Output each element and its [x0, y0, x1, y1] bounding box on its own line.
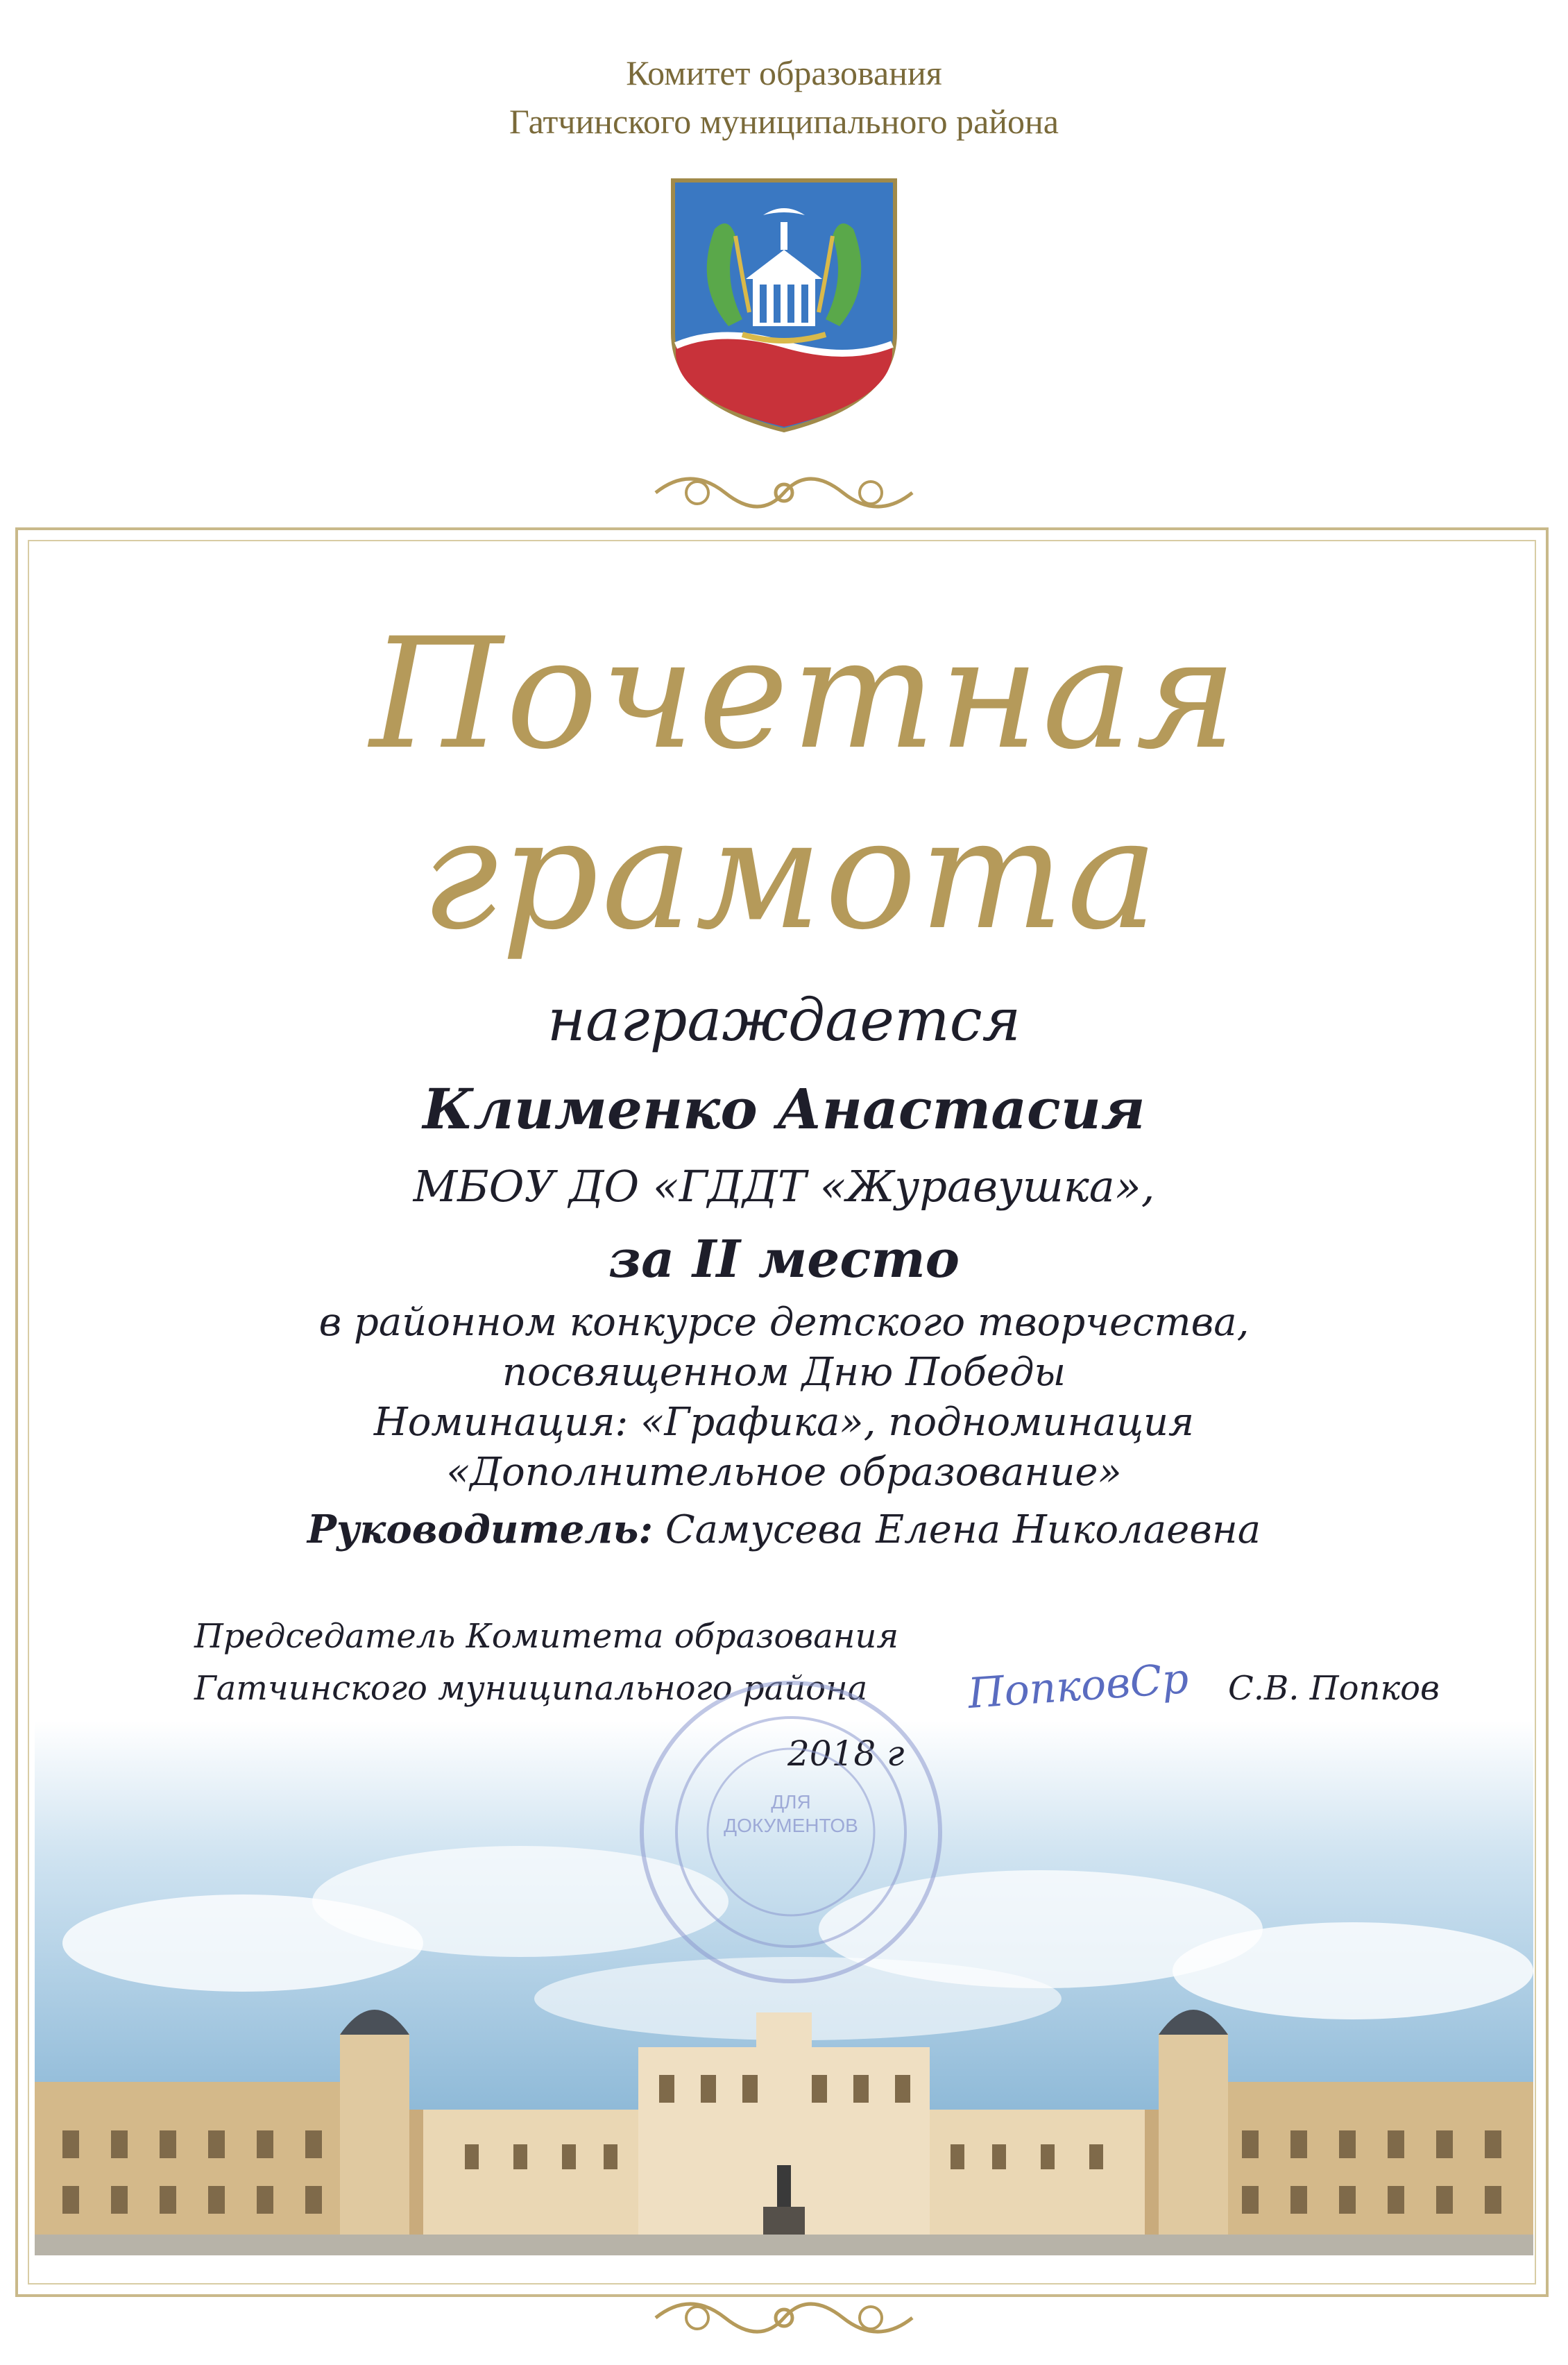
handwritten-signature: ПопковСр	[966, 1654, 1191, 1719]
nomination-line-2: «Дополнительное образование»	[446, 1450, 1122, 1495]
signer-name: С.В. Попков	[1228, 1669, 1440, 1708]
nomination-line-1: Номинация: «Графика», подноминация	[373, 1400, 1195, 1445]
title-line-2: грамота	[421, 786, 1161, 963]
supervisor-name: Самусева Елена Николаевна	[665, 1507, 1261, 1552]
recipient-name: Клименко Анастасия	[423, 1076, 1145, 1142]
top-flourish-ornament	[649, 461, 919, 524]
coat-of-arms-emblem	[666, 173, 902, 437]
stamp-center-text	[722, 1790, 860, 1838]
award-place: за II место	[608, 1230, 960, 1289]
supervisor-line	[0, 1504, 1568, 1555]
signer-position-line-1: Председатель Комитета образования	[194, 1617, 899, 1656]
awarded-label: награждается	[547, 986, 1021, 1054]
issuer-line-2: Гатчинского муниципального района	[509, 102, 1059, 141]
supervisor-label: Руководитель:	[307, 1507, 653, 1552]
issuer-line-1: Комитет образования	[626, 53, 942, 92]
signer-position-line-2: Гатчинского муниципального района	[194, 1669, 868, 1708]
stamp-text-line-2: ДОКУМЕНТОВ	[724, 1815, 858, 1836]
stamp-text-line-1: ДЛЯ	[771, 1791, 811, 1813]
title-line-1: Почетная	[370, 605, 1240, 783]
contest-line-1: в районном конкурсе детского творчества,	[318, 1300, 1250, 1345]
contest-line-2: посвященном Дню Победы	[502, 1350, 1066, 1395]
recipient-organization: МБОУ ДО «ГДДТ «Журавушка»,	[413, 1161, 1155, 1212]
award-year: 2018 г	[787, 1734, 905, 1774]
bottom-flourish-ornament	[649, 2287, 919, 2349]
